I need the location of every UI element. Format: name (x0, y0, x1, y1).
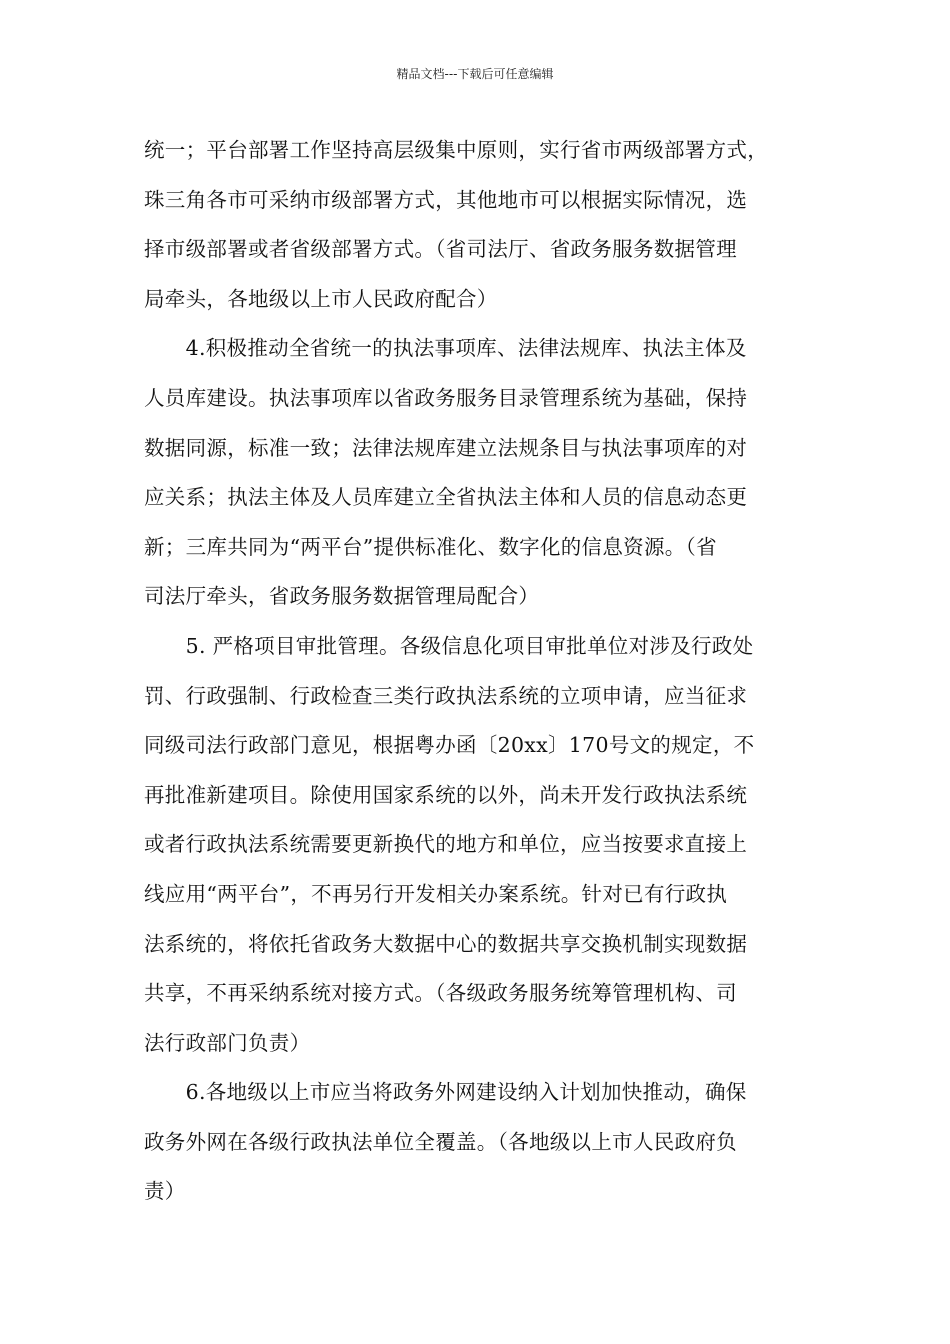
text-line: 人员库建设。执法事项库以省政务服务目录管理系统为基础，保持 (144, 385, 748, 410)
text-line: 再批准新建项目。除使用国家系统的以外，尚未开发行政执法系统 (144, 782, 748, 807)
text-line: 统一；平台部署工作坚持高层级集中原则，实行省市两级部署方式， (144, 138, 768, 162)
text-line: 共享，不再采纳系统对接方式。（各级政务服务统筹管理机构、司 (144, 981, 737, 1006)
text-line: 局牵头，各地级以上市人民政府配合） (144, 286, 498, 311)
text-line: 法系统的，将依托省政务大数据中心的数据共享交换机制实现数据 (144, 931, 748, 956)
paragraph-platform-deploy (144, 126, 812, 324)
text-line: 应关系；执法主体及人员库建立全省执法主体和人员的信息动态更 (144, 485, 748, 510)
text-line: 数据同源，标准一致；法律法规库建立法规条目与执法事项库的对 (144, 435, 748, 460)
text-line: 5. 严格项目审批管理。各级信息化项目审批单位对涉及行政处 (144, 633, 754, 658)
text-line: 同级司法行政部门意见，根据粤办函〔20xx〕170号文的规定，不 (144, 733, 755, 758)
paragraph-item-5 (144, 622, 812, 1068)
text-line: 政务外网在各级行政执法单位全覆盖。（各地级以上市人民政府负 (144, 1129, 737, 1154)
text-line: 4.积极推动全省统一的执法事项库、法律法规库、执法主体及 (144, 336, 747, 361)
text-line: 择市级部署或者省级部署方式。（省司法厅、省政务服务数据管理 (144, 237, 737, 262)
paragraph-item-6 (144, 1068, 812, 1217)
text-line: 责） (144, 1179, 186, 1204)
text-line: 新；三库共同为“两平台”提供标准化、数字化的信息资源。（省 (144, 534, 717, 559)
text-line: 法行政部门负责） (144, 1030, 311, 1055)
page-header: 精品文档---下载后可任意编辑 (396, 67, 554, 81)
paragraph-item-4 (144, 324, 812, 622)
text-line: 线应用“两平台”，不再另行开发相关办案系统。针对已有行政执 (144, 881, 728, 906)
document-body (144, 126, 812, 1217)
text-line: 6.各地级以上市应当将政务外网建设纳入计划加快推动，确保 (144, 1080, 747, 1105)
text-line: 珠三角各市可采纳市级部署方式，其他地市可以根据实际情况，选 (144, 187, 748, 212)
text-line: 罚、行政强制、行政检查三类行政执法系统的立项申请，应当征求 (144, 683, 748, 708)
text-line: 或者行政执法系统需要更新换代的地方和单位，应当按要求直接上 (144, 832, 748, 857)
text-line: 司法厅牵头，省政务服务数据管理局配合） (144, 584, 540, 609)
